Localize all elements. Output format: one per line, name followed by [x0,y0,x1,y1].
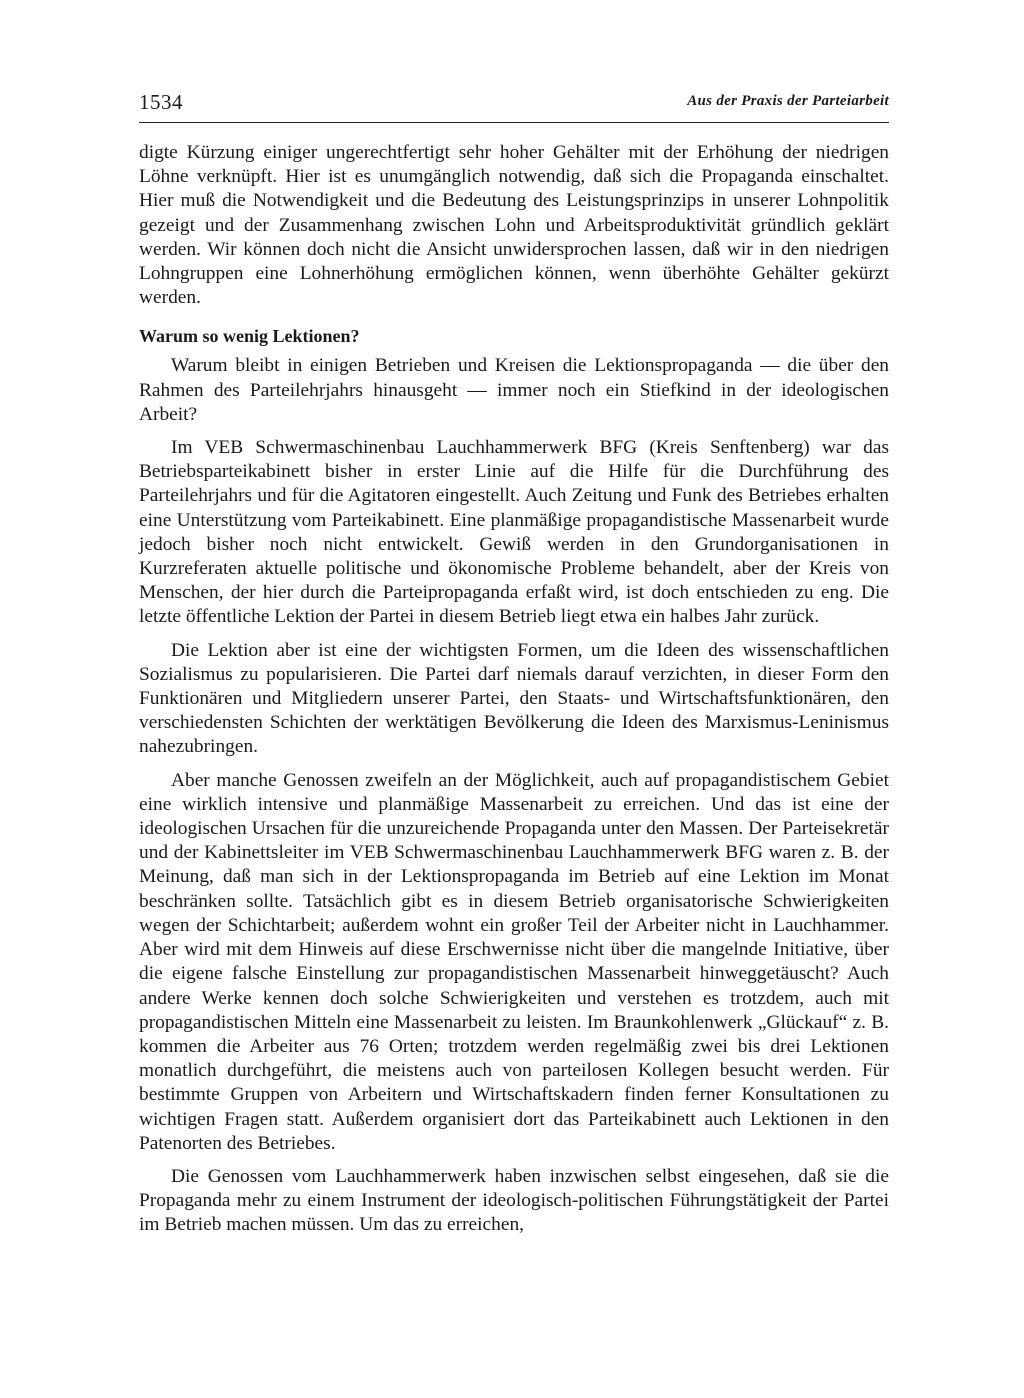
paragraph: Im VEB Schwermaschinenbau Lauchhammerwerk BFG (Kreis Senftenberg) war das Betriebsparteikabinett bisher in erster Linie auf die Hilfe für die Durchführung des Parteilehrjahrs und für die Agitatoren eingestellt. Auch Zeitung und Funk des Betriebes erhalten eine Unterstützung vom Parteikabinett. Eine planmäßige propagandistische Massenarbeit wurde jedoch bisher noch nicht entwickelt. Gewiß werden in den Grundorganisationen in Kurzreferaten aktuelle politische und ökonomische Probleme behandelt, aber der Kreis von Menschen, der hier durch die Parteipropaganda erfaßt wird, ist doch entschieden zu eng. Die letzte öffentliche Lektion der Partei in diesem Betrieb liegt etwa ein halbes Jahr zurück. [139,437,889,628]
paragraph: Die Genossen vom Lauchhammerwerk haben inzwischen selbst eingesehen, daß sie die Propaganda mehr zu einem Instrument der ideologisch-politischen Führungstätigkeit der Partei im Betrieb machen müssen. Um das zu erreichen, [139,1165,889,1236]
paragraph-continued: digte Kürzung einiger ungerechtfertigt sehr hoher Gehälter mit der Erhöhung der niedrigen Löhne verknüpft. Hier ist es unumgänglich notwendig, daß sich die Propaganda einschaltet. Hier muß die Notwendigkeit und die Bedeutung des Leistungsprinzips in unserer Lohnpolitik gezeigt und der Zusammenhang zwischen Lohn und Arbeitsproduktivität gründlich geklärt werden. Wir können doch nicht die Ansicht unwidersprochen lassen, daß wir in den niedrigen Lohngruppen eine Lohnerhöhung ermöglichen können, wenn überhöhte Gehälter gekürzt werden. [139,142,889,309]
body-text [139,141,889,1247]
page-number: 1534 [139,90,183,114]
paragraph: Warum bleibt in einigen Betrieben und Kreisen die Lektionspropaganda — die über den Rahmen des Parteilehrjahrs hinausgeht — immer noch ein Stiefkind in der ideologischen Arbeit? [139,355,889,425]
page-header [139,90,889,123]
section-warum-so-wenig-lektionen [139,324,889,1237]
paragraph: Die Lektion aber ist eine der wichtigsten Formen, um die Ideen des wissenschaftlichen Sozialismus zu popularisieren. Die Partei darf niemals darauf verzichten, in dieser Form den Funktionären und Mitgliedern unserer Partei, den Staats- und Wirtschaftsfunktionären, den verschiedensten Schichten der werktätigen Bevölkerung die Ideen des Marxismus-Leninismus nahezubringen. [139,639,889,758]
running-head: Aus der Praxis der Parteiarbeit [687,93,889,109]
paragraph: Aber manche Genossen zweifeln an der Möglichkeit, auch auf propagandistischem Gebiet eine wirklich intensive und planmäßige Massenarbeit zu erreichen. Und das ist eine der ideologischen Ursachen für die unzureichende Propaganda unter den Massen. Der Parteisekretär und der Kabinettsleiter im VEB Schwermaschinenbau Lauchhammerwerk BFG waren z. B. der Meinung, daß man sich in der Lektionspropaganda im Betrieb auf eine Lektion im Monat beschränken sollte. Tatsächlich gibt es in diesem Betrieb organisatorische Schwierigkeiten wegen der Schichtarbeit; außerdem wohnt ein großer Teil der Arbeiter nicht in Lauchhammer. Aber wird mit dem Hinweis auf diese Erschwernisse nicht über die mangelnde Initiative, über die eigene falsche Einstellung zur propagandistischen Massenarbeit hinweggetäuscht? Auch andere Werke kennen doch solche Schwierigkeiten und verstehen es trotzdem, auch mit propagandistischen Mitteln eine Massenarbeit zu leisten. Im Braunkohlenwerk „Glückauf“ z. B. kommen die Arbeiter aus 76 Orten; trotzdem werden regelmäßig zwei bis drei Lektionen monatlich durchgeführt, die meistens auch von parteilosen Kollegen besucht werden. Für bestimmte Gruppen von Arbeitern und Wirtschaftskadern finden ferner Konsultationen zu wichtigen Fragen statt. Außerdem organisiert dort das Parteikabinett auch Lektionen in den Patenorten des Betriebes. [139,769,889,1154]
section-heading: Warum so wenig Lektionen? [139,326,360,347]
